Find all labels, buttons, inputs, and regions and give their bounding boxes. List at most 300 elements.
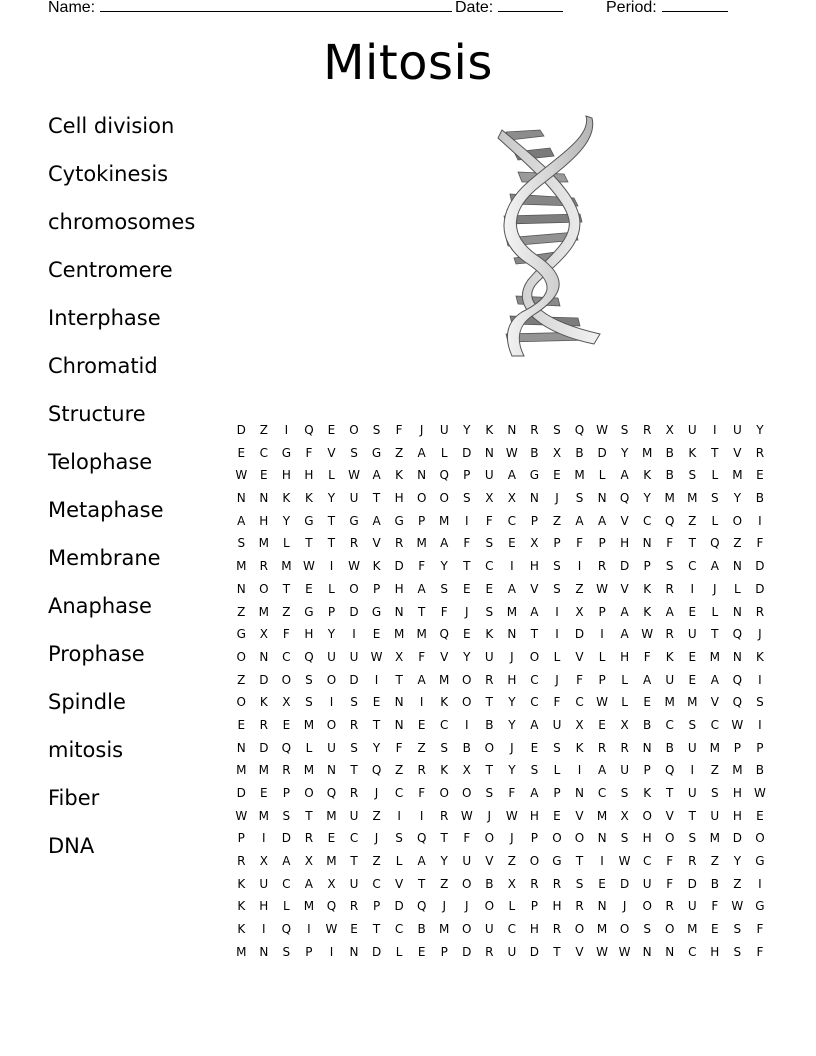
- grid-letter[interactable]: T: [530, 627, 539, 642]
- grid-letter[interactable]: K: [755, 649, 764, 664]
- grid-letter[interactable]: Z: [282, 604, 291, 619]
- grid-letter[interactable]: S: [575, 491, 584, 506]
- grid-letter[interactable]: J: [758, 627, 762, 642]
- grid-letter[interactable]: P: [327, 604, 336, 619]
- grid-letter[interactable]: Z: [440, 876, 449, 891]
- grid-letter[interactable]: S: [756, 695, 764, 710]
- grid-letter[interactable]: B: [755, 763, 765, 778]
- grid-letter[interactable]: K: [304, 491, 313, 506]
- grid-letter[interactable]: S: [440, 581, 449, 596]
- grid-letter[interactable]: P: [305, 944, 313, 959]
- grid-letter[interactable]: H: [394, 491, 404, 506]
- grid-letter[interactable]: U: [710, 808, 720, 823]
- grid-letter[interactable]: E: [462, 627, 471, 642]
- grid-letter[interactable]: U: [259, 876, 269, 891]
- grid-letter[interactable]: F: [756, 536, 764, 551]
- grid-letter[interactable]: S: [462, 491, 471, 506]
- grid-letter[interactable]: Q: [326, 899, 337, 914]
- grid-letter[interactable]: E: [643, 695, 651, 710]
- grid-letter[interactable]: E: [327, 831, 336, 846]
- grid-letter[interactable]: R: [485, 944, 494, 959]
- grid-letter[interactable]: B: [530, 445, 539, 460]
- grid-letter[interactable]: H: [259, 513, 269, 528]
- grid-letter[interactable]: R: [665, 581, 674, 596]
- grid-letter[interactable]: T: [711, 627, 719, 642]
- grid-letter[interactable]: L: [734, 581, 741, 596]
- grid-letter[interactable]: Q: [326, 786, 337, 800]
- grid-letter[interactable]: U: [484, 649, 494, 664]
- grid-letter[interactable]: T: [485, 763, 493, 778]
- grid-letter[interactable]: E: [553, 808, 561, 823]
- grid-letter[interactable]: C: [642, 854, 652, 869]
- grid-letter[interactable]: F: [553, 695, 561, 710]
- grid-letter[interactable]: P: [530, 899, 539, 914]
- grid-letter[interactable]: U: [687, 899, 697, 914]
- grid-letter[interactable]: D: [349, 604, 359, 619]
- grid-letter[interactable]: W: [753, 786, 766, 800]
- grid-letter[interactable]: T: [575, 854, 584, 869]
- grid-letter[interactable]: Z: [372, 854, 381, 869]
- grid-letter[interactable]: Z: [372, 808, 381, 823]
- grid-letter[interactable]: M: [687, 695, 698, 710]
- grid-letter[interactable]: K: [643, 581, 652, 596]
- grid-letter[interactable]: L: [328, 468, 335, 483]
- grid-letter[interactable]: F: [485, 513, 493, 528]
- grid-letter[interactable]: T: [282, 581, 291, 596]
- grid-letter[interactable]: H: [304, 468, 314, 483]
- grid-letter[interactable]: J: [555, 672, 559, 687]
- grid-letter[interactable]: V: [575, 649, 584, 664]
- grid-letter[interactable]: E: [756, 808, 764, 823]
- grid-letter[interactable]: Z: [733, 876, 742, 891]
- grid-letter[interactable]: N: [394, 695, 404, 710]
- grid-letter[interactable]: K: [665, 649, 674, 664]
- grid-letter[interactable]: H: [552, 899, 562, 914]
- grid-letter[interactable]: P: [733, 740, 741, 755]
- grid-letter[interactable]: V: [327, 445, 336, 460]
- word-search-grid[interactable]: [230, 419, 770, 964]
- grid-letter[interactable]: S: [688, 468, 697, 483]
- grid-letter[interactable]: R: [642, 423, 652, 437]
- grid-letter[interactable]: E: [327, 423, 336, 437]
- grid-letter[interactable]: N: [484, 445, 494, 460]
- grid-letter[interactable]: T: [305, 536, 313, 551]
- grid-letter[interactable]: V: [575, 944, 584, 959]
- grid-letter[interactable]: S: [305, 672, 313, 687]
- grid-letter[interactable]: Y: [733, 491, 742, 506]
- grid-letter[interactable]: M: [258, 808, 269, 823]
- grid-letter[interactable]: I: [600, 854, 604, 869]
- grid-letter[interactable]: E: [688, 649, 697, 664]
- grid-letter[interactable]: G: [236, 627, 246, 642]
- grid-letter[interactable]: M: [258, 604, 269, 619]
- grid-letter[interactable]: L: [283, 536, 290, 551]
- grid-letter[interactable]: U: [349, 649, 359, 664]
- grid-letter[interactable]: D: [597, 445, 607, 460]
- grid-letter[interactable]: F: [643, 649, 651, 664]
- grid-letter[interactable]: U: [687, 740, 697, 755]
- grid-letter[interactable]: T: [327, 536, 336, 551]
- grid-letter[interactable]: M: [641, 445, 653, 460]
- grid-letter[interactable]: T: [327, 513, 336, 528]
- grid-letter[interactable]: M: [439, 513, 450, 528]
- grid-letter[interactable]: S: [553, 423, 561, 437]
- grid-letter[interactable]: F: [395, 423, 403, 437]
- grid-letter[interactable]: D: [394, 559, 404, 574]
- grid-letter[interactable]: R: [552, 922, 562, 937]
- grid-letter[interactable]: H: [710, 944, 720, 959]
- grid-letter[interactable]: H: [304, 627, 314, 642]
- grid-letter[interactable]: E: [711, 922, 719, 937]
- grid-letter[interactable]: R: [282, 763, 291, 778]
- grid-letter[interactable]: H: [529, 559, 539, 574]
- grid-letter[interactable]: E: [508, 536, 516, 551]
- grid-letter[interactable]: Y: [756, 423, 764, 437]
- grid-letter[interactable]: N: [597, 831, 607, 846]
- date-blank-line[interactable]: [498, 0, 563, 12]
- grid-letter[interactable]: O: [529, 854, 540, 869]
- grid-letter[interactable]: M: [732, 468, 743, 483]
- grid-letter[interactable]: F: [463, 831, 471, 846]
- grid-letter[interactable]: S: [553, 740, 561, 755]
- grid-letter[interactable]: Q: [619, 491, 630, 506]
- grid-letter[interactable]: F: [666, 536, 674, 551]
- grid-letter[interactable]: T: [372, 922, 381, 937]
- grid-letter[interactable]: Q: [664, 513, 675, 528]
- grid-letter[interactable]: Y: [440, 559, 448, 574]
- grid-letter[interactable]: T: [440, 831, 448, 846]
- grid-letter[interactable]: I: [577, 559, 582, 574]
- grid-letter[interactable]: L: [395, 944, 403, 959]
- grid-letter[interactable]: C: [259, 445, 269, 460]
- grid-letter[interactable]: S: [395, 831, 403, 846]
- grid-letter[interactable]: Q: [439, 468, 449, 483]
- grid-letter[interactable]: T: [485, 695, 493, 710]
- grid-letter[interactable]: T: [666, 786, 674, 800]
- grid-letter[interactable]: S: [305, 695, 313, 710]
- grid-letter[interactable]: E: [598, 876, 606, 891]
- grid-letter[interactable]: M: [439, 922, 450, 937]
- grid-letter[interactable]: L: [598, 649, 606, 664]
- grid-letter[interactable]: P: [643, 559, 651, 574]
- grid-letter[interactable]: M: [709, 831, 720, 846]
- grid-letter[interactable]: P: [598, 672, 606, 687]
- grid-letter[interactable]: X: [259, 627, 268, 642]
- grid-letter[interactable]: S: [350, 740, 358, 755]
- grid-letter[interactable]: A: [710, 559, 719, 574]
- grid-letter[interactable]: O: [281, 672, 292, 687]
- grid-letter[interactable]: D: [732, 831, 742, 846]
- grid-letter[interactable]: Z: [395, 763, 404, 778]
- grid-letter[interactable]: S: [350, 695, 358, 710]
- grid-letter[interactable]: T: [350, 763, 358, 778]
- grid-letter[interactable]: N: [642, 740, 652, 755]
- grid-letter[interactable]: X: [395, 649, 404, 664]
- grid-letter[interactable]: J: [442, 899, 446, 914]
- grid-letter[interactable]: U: [552, 717, 562, 732]
- grid-letter[interactable]: B: [575, 445, 584, 460]
- grid-letter[interactable]: M: [236, 559, 247, 574]
- grid-letter[interactable]: G: [552, 854, 562, 869]
- grid-letter[interactable]: J: [374, 786, 379, 800]
- grid-letter[interactable]: O: [484, 899, 495, 914]
- grid-letter[interactable]: A: [417, 445, 426, 460]
- grid-letter[interactable]: K: [259, 695, 268, 710]
- grid-letter[interactable]: L: [553, 649, 561, 664]
- grid-letter[interactable]: N: [326, 763, 336, 778]
- grid-letter[interactable]: L: [395, 854, 403, 869]
- grid-letter[interactable]: P: [530, 831, 539, 846]
- grid-letter[interactable]: X: [259, 854, 268, 869]
- grid-letter[interactable]: E: [417, 944, 426, 959]
- grid-letter[interactable]: N: [259, 649, 269, 664]
- grid-letter[interactable]: Z: [710, 854, 719, 869]
- grid-letter[interactable]: N: [507, 627, 517, 642]
- grid-letter[interactable]: Z: [237, 672, 246, 687]
- grid-letter[interactable]: C: [688, 944, 697, 959]
- grid-letter[interactable]: N: [236, 740, 246, 755]
- grid-letter[interactable]: F: [576, 672, 583, 687]
- grid-letter[interactable]: I: [329, 695, 334, 710]
- grid-letter[interactable]: W: [596, 423, 608, 437]
- grid-letter[interactable]: O: [349, 581, 359, 596]
- grid-letter[interactable]: X: [552, 445, 562, 460]
- grid-letter[interactable]: O: [304, 786, 314, 800]
- grid-letter[interactable]: Z: [688, 513, 697, 528]
- grid-letter[interactable]: K: [282, 491, 291, 506]
- grid-letter[interactable]: Q: [732, 672, 743, 687]
- grid-letter[interactable]: J: [555, 491, 559, 506]
- grid-letter[interactable]: Z: [395, 445, 404, 460]
- grid-letter[interactable]: N: [597, 491, 607, 506]
- grid-letter[interactable]: L: [553, 763, 561, 778]
- grid-letter[interactable]: W: [596, 695, 608, 710]
- grid-letter[interactable]: P: [237, 831, 245, 846]
- grid-letter[interactable]: M: [439, 672, 450, 687]
- grid-letter[interactable]: Y: [463, 423, 471, 437]
- grid-letter[interactable]: F: [756, 922, 764, 937]
- grid-letter[interactable]: J: [510, 649, 514, 664]
- grid-letter[interactable]: T: [305, 808, 313, 823]
- grid-letter[interactable]: P: [282, 786, 290, 800]
- grid-letter[interactable]: A: [620, 627, 629, 642]
- grid-letter[interactable]: X: [575, 604, 584, 619]
- grid-letter[interactable]: A: [530, 604, 539, 619]
- grid-letter[interactable]: F: [756, 944, 764, 959]
- grid-letter[interactable]: A: [710, 672, 719, 687]
- grid-letter[interactable]: K: [440, 763, 449, 778]
- grid-letter[interactable]: C: [530, 695, 539, 710]
- grid-letter[interactable]: J: [622, 899, 627, 914]
- grid-letter[interactable]: E: [598, 717, 606, 732]
- grid-letter[interactable]: M: [393, 627, 405, 642]
- grid-letter[interactable]: N: [597, 899, 607, 914]
- grid-letter[interactable]: I: [577, 763, 582, 778]
- grid-letter[interactable]: D: [236, 786, 246, 800]
- grid-letter[interactable]: H: [394, 581, 404, 596]
- grid-letter[interactable]: E: [530, 740, 539, 755]
- grid-letter[interactable]: A: [507, 581, 516, 596]
- grid-letter[interactable]: G: [281, 445, 292, 460]
- grid-letter[interactable]: O: [642, 808, 652, 823]
- grid-letter[interactable]: I: [690, 581, 695, 596]
- grid-letter[interactable]: C: [282, 649, 291, 664]
- grid-letter[interactable]: W: [235, 468, 248, 483]
- grid-letter[interactable]: N: [529, 491, 539, 506]
- grid-letter[interactable]: O: [552, 831, 562, 846]
- grid-letter[interactable]: S: [485, 604, 494, 619]
- grid-letter[interactable]: X: [485, 491, 494, 506]
- grid-letter[interactable]: V: [665, 808, 674, 823]
- grid-letter[interactable]: F: [418, 786, 426, 800]
- grid-letter[interactable]: E: [372, 627, 381, 642]
- grid-letter[interactable]: K: [395, 468, 404, 483]
- grid-letter[interactable]: W: [348, 559, 360, 574]
- grid-letter[interactable]: R: [597, 740, 607, 755]
- grid-letter[interactable]: U: [620, 763, 630, 778]
- grid-letter[interactable]: I: [307, 922, 311, 937]
- grid-letter[interactable]: C: [440, 717, 449, 732]
- grid-letter[interactable]: D: [755, 581, 765, 596]
- grid-letter[interactable]: L: [328, 581, 335, 596]
- grid-letter[interactable]: T: [350, 854, 358, 869]
- grid-letter[interactable]: A: [440, 536, 449, 551]
- grid-letter[interactable]: V: [530, 581, 539, 596]
- grid-letter[interactable]: C: [485, 559, 494, 574]
- grid-letter[interactable]: R: [349, 786, 359, 800]
- grid-letter[interactable]: L: [305, 740, 313, 755]
- grid-letter[interactable]: I: [555, 604, 559, 619]
- grid-letter[interactable]: Y: [620, 445, 629, 460]
- grid-letter[interactable]: M: [236, 944, 247, 959]
- grid-letter[interactable]: D: [394, 899, 404, 914]
- grid-letter[interactable]: O: [732, 513, 743, 528]
- grid-letter[interactable]: M: [258, 536, 269, 551]
- grid-letter[interactable]: M: [596, 808, 608, 823]
- grid-letter[interactable]: P: [440, 944, 448, 959]
- grid-letter[interactable]: R: [755, 604, 765, 619]
- grid-letter[interactable]: C: [507, 513, 517, 528]
- grid-letter[interactable]: J: [419, 423, 424, 437]
- grid-letter[interactable]: A: [372, 468, 381, 483]
- grid-letter[interactable]: H: [620, 536, 630, 551]
- grid-letter[interactable]: O: [259, 581, 269, 596]
- grid-letter[interactable]: A: [597, 513, 607, 528]
- grid-letter[interactable]: I: [510, 559, 514, 574]
- grid-letter[interactable]: X: [327, 876, 336, 891]
- grid-letter[interactable]: U: [687, 627, 697, 642]
- grid-letter[interactable]: Y: [733, 854, 742, 869]
- grid-letter[interactable]: R: [304, 831, 314, 846]
- grid-letter[interactable]: S: [372, 423, 381, 437]
- grid-letter[interactable]: I: [374, 672, 379, 687]
- grid-letter[interactable]: K: [237, 922, 246, 937]
- grid-letter[interactable]: E: [260, 786, 268, 800]
- grid-letter[interactable]: C: [642, 513, 652, 528]
- grid-letter[interactable]: E: [417, 717, 426, 732]
- grid-letter[interactable]: O: [236, 649, 246, 664]
- grid-letter[interactable]: J: [510, 831, 514, 846]
- grid-letter[interactable]: K: [643, 468, 652, 483]
- grid-letter[interactable]: I: [713, 423, 717, 437]
- grid-letter[interactable]: G: [529, 468, 540, 483]
- grid-letter[interactable]: O: [755, 831, 765, 846]
- grid-letter[interactable]: M: [664, 695, 675, 710]
- grid-letter[interactable]: M: [303, 763, 315, 778]
- grid-letter[interactable]: F: [463, 536, 471, 551]
- grid-letter[interactable]: K: [485, 627, 494, 642]
- grid-letter[interactable]: G: [371, 604, 382, 619]
- grid-letter[interactable]: N: [349, 944, 359, 959]
- grid-letter[interactable]: R: [665, 627, 674, 642]
- grid-letter[interactable]: A: [282, 854, 291, 869]
- grid-letter[interactable]: W: [731, 717, 744, 732]
- grid-letter[interactable]: P: [598, 536, 606, 551]
- grid-letter[interactable]: M: [303, 717, 315, 732]
- grid-letter[interactable]: C: [597, 786, 607, 800]
- grid-letter[interactable]: O: [462, 922, 472, 937]
- grid-letter[interactable]: N: [236, 581, 246, 596]
- grid-letter[interactable]: O: [462, 786, 472, 800]
- grid-letter[interactable]: U: [327, 649, 336, 664]
- grid-letter[interactable]: I: [419, 808, 424, 823]
- grid-letter[interactable]: W: [596, 581, 608, 596]
- grid-letter[interactable]: Q: [416, 899, 427, 914]
- grid-letter[interactable]: E: [260, 468, 268, 483]
- grid-letter[interactable]: J: [465, 899, 469, 914]
- grid-letter[interactable]: C: [282, 876, 291, 891]
- grid-letter[interactable]: S: [688, 831, 697, 846]
- grid-letter[interactable]: P: [756, 740, 764, 755]
- grid-letter[interactable]: M: [281, 559, 292, 574]
- grid-letter[interactable]: A: [304, 876, 314, 891]
- grid-letter[interactable]: Y: [508, 763, 516, 778]
- grid-letter[interactable]: Y: [327, 491, 336, 506]
- grid-letter[interactable]: I: [600, 627, 604, 642]
- grid-letter[interactable]: L: [711, 468, 719, 483]
- grid-letter[interactable]: W: [348, 468, 360, 483]
- grid-letter[interactable]: K: [372, 559, 381, 574]
- grid-letter[interactable]: D: [371, 944, 382, 959]
- grid-letter[interactable]: I: [397, 808, 401, 823]
- grid-letter[interactable]: H: [642, 831, 652, 846]
- grid-letter[interactable]: S: [553, 559, 561, 574]
- grid-letter[interactable]: I: [690, 763, 695, 778]
- grid-letter[interactable]: Q: [710, 536, 720, 551]
- grid-letter[interactable]: N: [394, 604, 404, 619]
- grid-letter[interactable]: V: [440, 649, 449, 664]
- grid-letter[interactable]: Q: [416, 831, 427, 846]
- grid-letter[interactable]: R: [552, 876, 562, 891]
- grid-letter[interactable]: B: [485, 717, 494, 732]
- grid-letter[interactable]: Z: [733, 536, 742, 551]
- grid-letter[interactable]: P: [372, 899, 381, 914]
- grid-letter[interactable]: K: [237, 876, 246, 891]
- grid-letter[interactable]: C: [530, 672, 539, 687]
- grid-letter[interactable]: S: [643, 922, 651, 937]
- grid-letter[interactable]: A: [620, 604, 629, 619]
- grid-letter[interactable]: Y: [643, 491, 651, 506]
- grid-letter[interactable]: O: [529, 649, 540, 664]
- grid-letter[interactable]: I: [758, 513, 762, 528]
- grid-letter[interactable]: T: [372, 717, 381, 732]
- grid-letter[interactable]: M: [687, 922, 698, 937]
- grid-letter[interactable]: W: [370, 649, 383, 664]
- grid-letter[interactable]: W: [618, 944, 631, 959]
- grid-letter[interactable]: R: [530, 423, 539, 437]
- grid-letter[interactable]: Z: [710, 763, 719, 778]
- grid-letter[interactable]: N: [642, 944, 652, 959]
